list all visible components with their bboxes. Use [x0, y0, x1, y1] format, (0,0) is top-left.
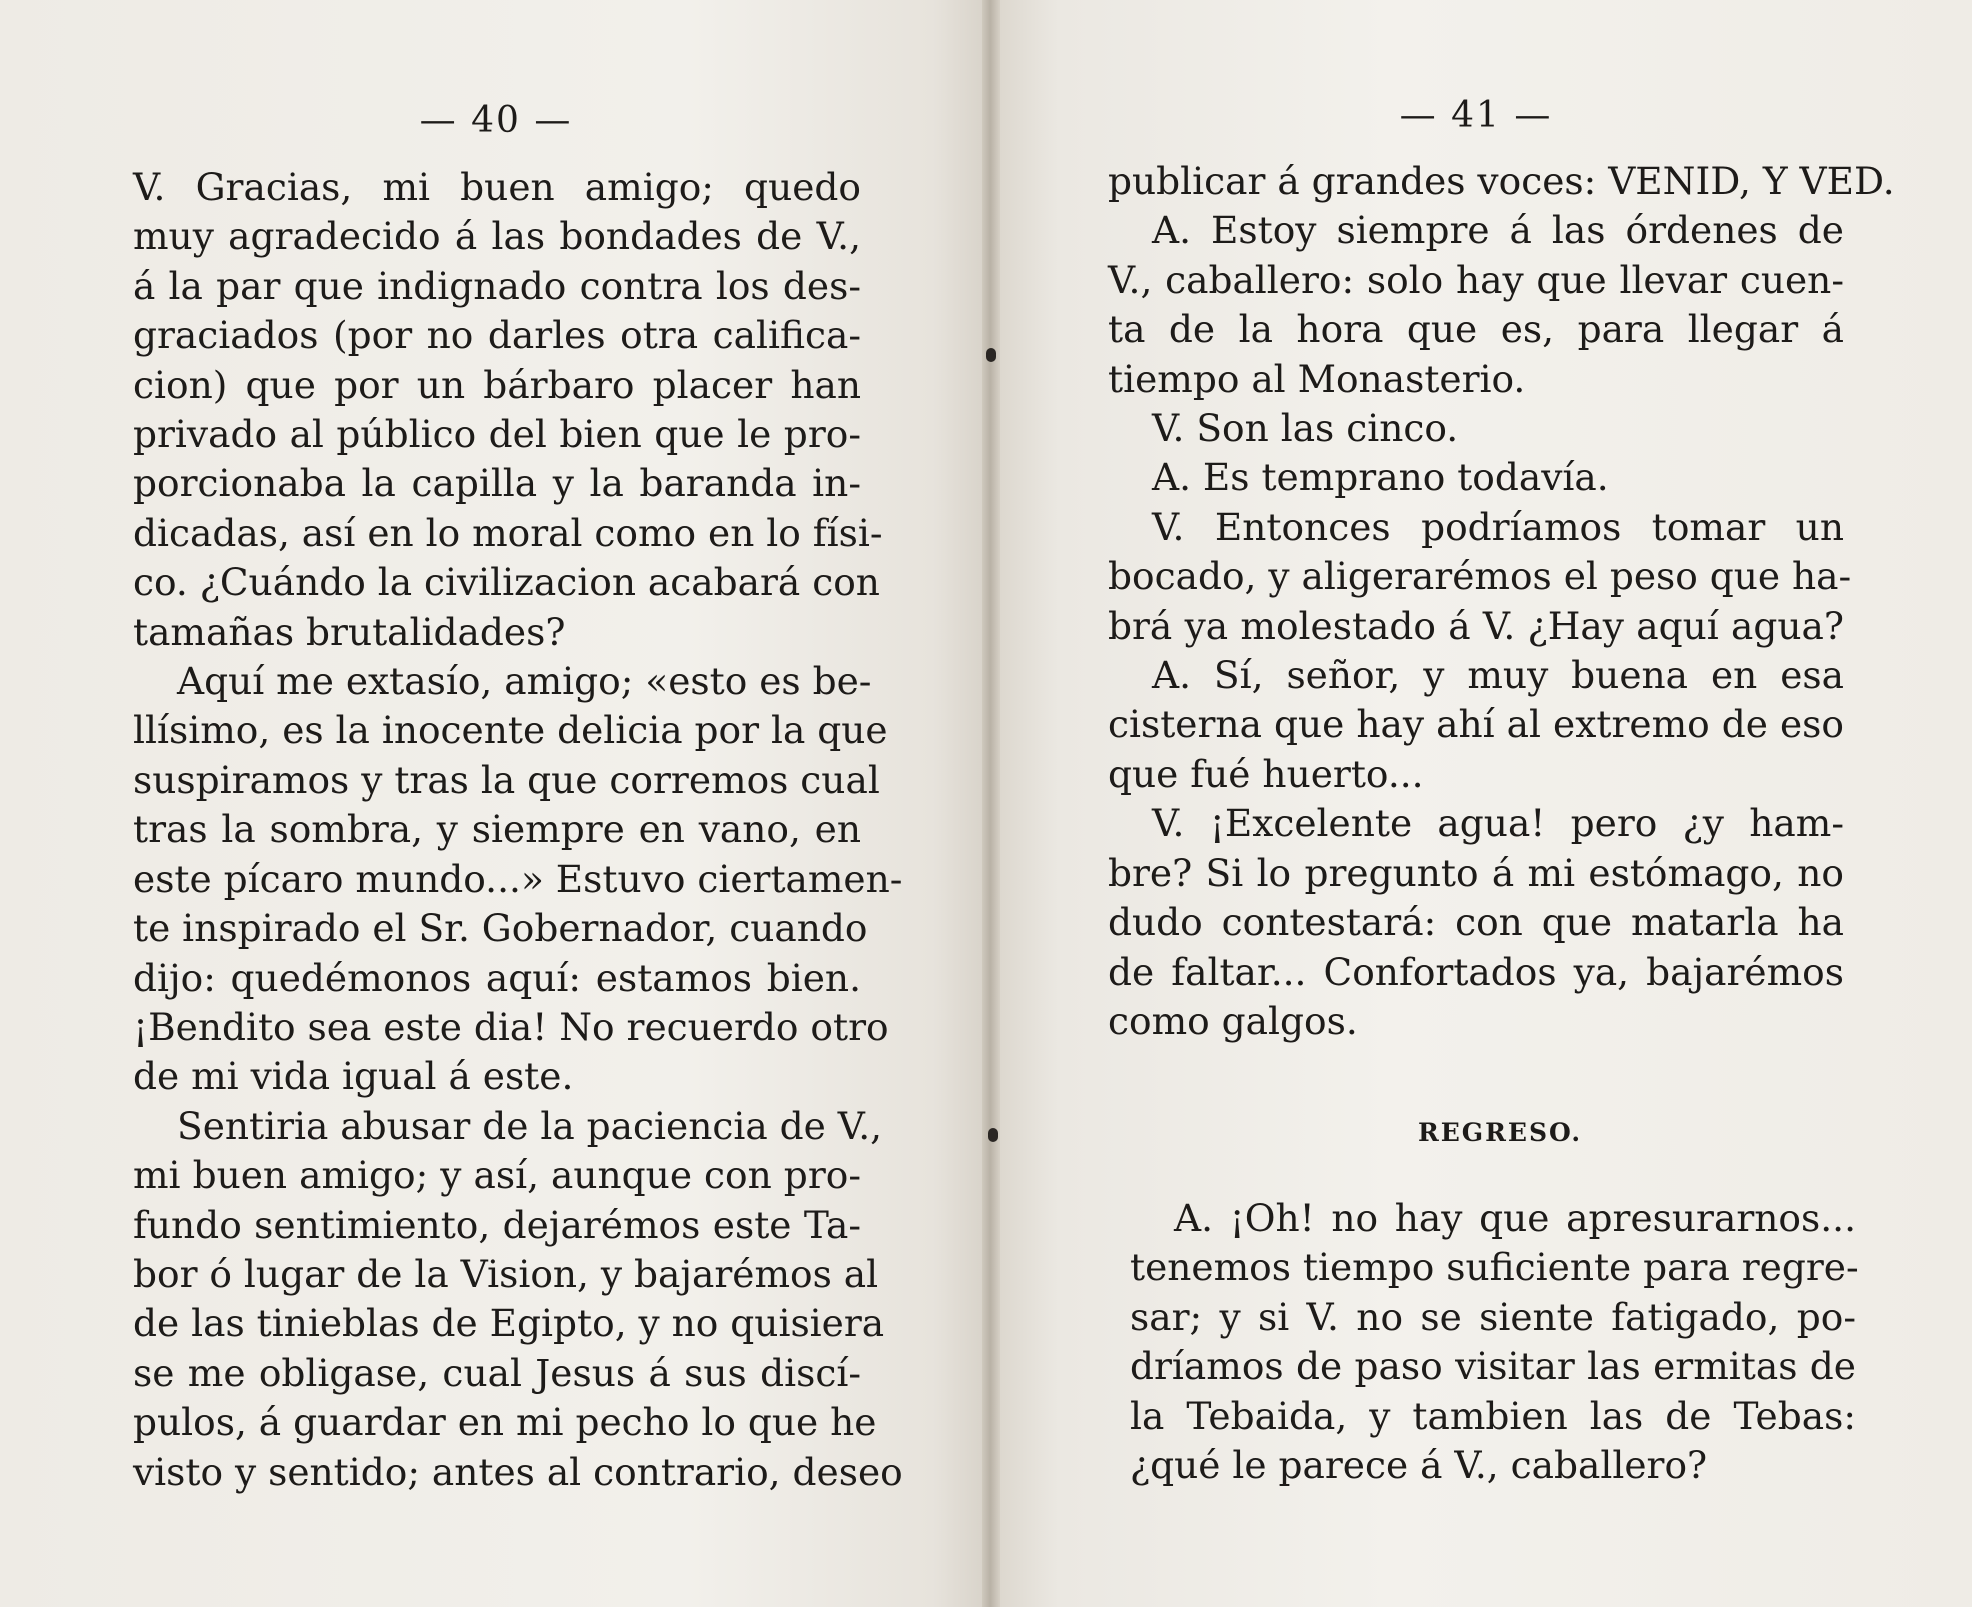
text-line: visto y sentido; antes al contrario, deseo [133, 1449, 903, 1494]
text-line: V. Son las cinco. [1152, 406, 1459, 451]
text-line: tiempo al Monasterio. [1108, 356, 1526, 401]
text-line: de faltar... Confortados ya, bajarémos [1108, 949, 1844, 994]
text-line: pulos, á guardar en mi pecho lo que he [133, 1400, 877, 1445]
page-number-41: — 41 — [1399, 95, 1553, 136]
text-line: dijo: quedémonos aquí: estamos bien. [133, 955, 861, 1000]
text-line: bocado, y aligerarémos el peso que ha- [1108, 554, 1852, 599]
text-line: de las tinieblas de Egipto, y no quisiera [133, 1301, 885, 1346]
right-page-text-upper [1108, 157, 1895, 1046]
text-line: tenemos tiempo suficiente para regre- [1130, 1245, 1859, 1290]
text-line: tras la sombra, y siempre en vano, en [133, 807, 861, 852]
text-line: co. ¿Cuándo la civilizacion acabará con [133, 560, 880, 605]
text-line: de mi vida igual á este. [133, 1054, 574, 1099]
text-line: ta de la hora que es, para llegar á [1108, 307, 1844, 352]
text-line: te inspirado el Sr. Gobernador, cuando [133, 906, 868, 951]
text-line: fundo sentimiento, dejarémos este Ta- [133, 1202, 861, 1247]
text-line: dudo contestará: con que matarla ha [1108, 900, 1844, 945]
text-line: llísimo, es la inocente delicia por la que [133, 708, 888, 753]
text-line: Sentiria abusar de la paciencia de V., [177, 1103, 883, 1148]
text-line: como galgos. [1108, 998, 1358, 1043]
text-line: privado al público del bien que le pro- [133, 412, 861, 457]
text-line: cisterna que hay ahí al extremo de eso [1108, 702, 1844, 747]
text-line: A. Sí, señor, y muy buena en esa [1152, 653, 1844, 698]
text-line: mi buen amigo; y así, aunque con pro- [133, 1153, 861, 1198]
text-line: Aquí me extasío, amigo; «esto es be- [177, 659, 872, 704]
text-line: ¡Bendito sea este dia! No recuerdo otro [133, 1004, 889, 1049]
text-line: este pícaro mundo...» Estuvo ciertamen- [133, 856, 903, 901]
book-gutter [982, 0, 1000, 1607]
binding-thread [988, 1128, 998, 1142]
text-line: la Tebaida, y tambien las de Tebas: [1130, 1393, 1856, 1438]
left-page [0, 0, 982, 1607]
text-line: V. Gracias, mi buen amigo; quedo [133, 165, 861, 209]
text-line: dicadas, así en lo moral como en lo físi- [133, 510, 883, 555]
text-line: muy agradecido á las bondades de V., [133, 214, 861, 259]
text-line: que fué huerto... [1108, 751, 1424, 796]
text-line: ¿qué le parece á V., caballero? [1130, 1443, 1708, 1488]
text-line: A. Es temprano todavía. [1152, 455, 1609, 500]
text-line: bor ó lugar de la Vision, y bajarémos al [133, 1251, 879, 1296]
text-line: A. ¡Oh! no hay que apresurarnos... [1174, 1196, 1856, 1240]
text-line: brá ya molestado á V. ¿Hay aquí agua? [1108, 603, 1844, 648]
text-line: se me obligase, cual Jesus á sus discí- [133, 1350, 861, 1395]
text-line: graciados (por no darles otra califica- [133, 313, 861, 358]
page-number-40: — 40 — [419, 100, 573, 141]
binding-thread [986, 348, 996, 362]
text-line: cion) que por un bárbaro placer han [133, 362, 861, 407]
text-line: V. Entonces podríamos tomar un [1152, 504, 1844, 549]
left-page-text [133, 163, 903, 1497]
text-line: publicar á grandes voces: VENID, Y VED. [1108, 159, 1895, 203]
text-line: tamañas brutalidades? [133, 609, 566, 654]
text-line: suspiramos y tras la que corremos cual [133, 757, 880, 802]
section-heading-regreso: REGRESO. [1417, 1118, 1583, 1147]
text-line: V., caballero: solo hay que llevar cuen- [1108, 257, 1844, 302]
text-line: V. ¡Excelente agua! pero ¿y ham- [1152, 801, 1844, 846]
text-line: porcionaba la capilla y la baranda in- [133, 461, 861, 506]
text-line: bre? Si lo pregunto á mi estómago, no [1108, 850, 1844, 895]
text-line: sar; y si V. no se siente fatigado, po- [1130, 1294, 1856, 1339]
text-line: A. Estoy siempre á las órdenes de [1152, 208, 1844, 253]
text-line: á la par que indignado contra los des- [133, 263, 861, 308]
right-page-text-lower [1130, 1194, 1859, 1490]
text-line: dríamos de paso visitar las ermitas de [1130, 1344, 1856, 1389]
